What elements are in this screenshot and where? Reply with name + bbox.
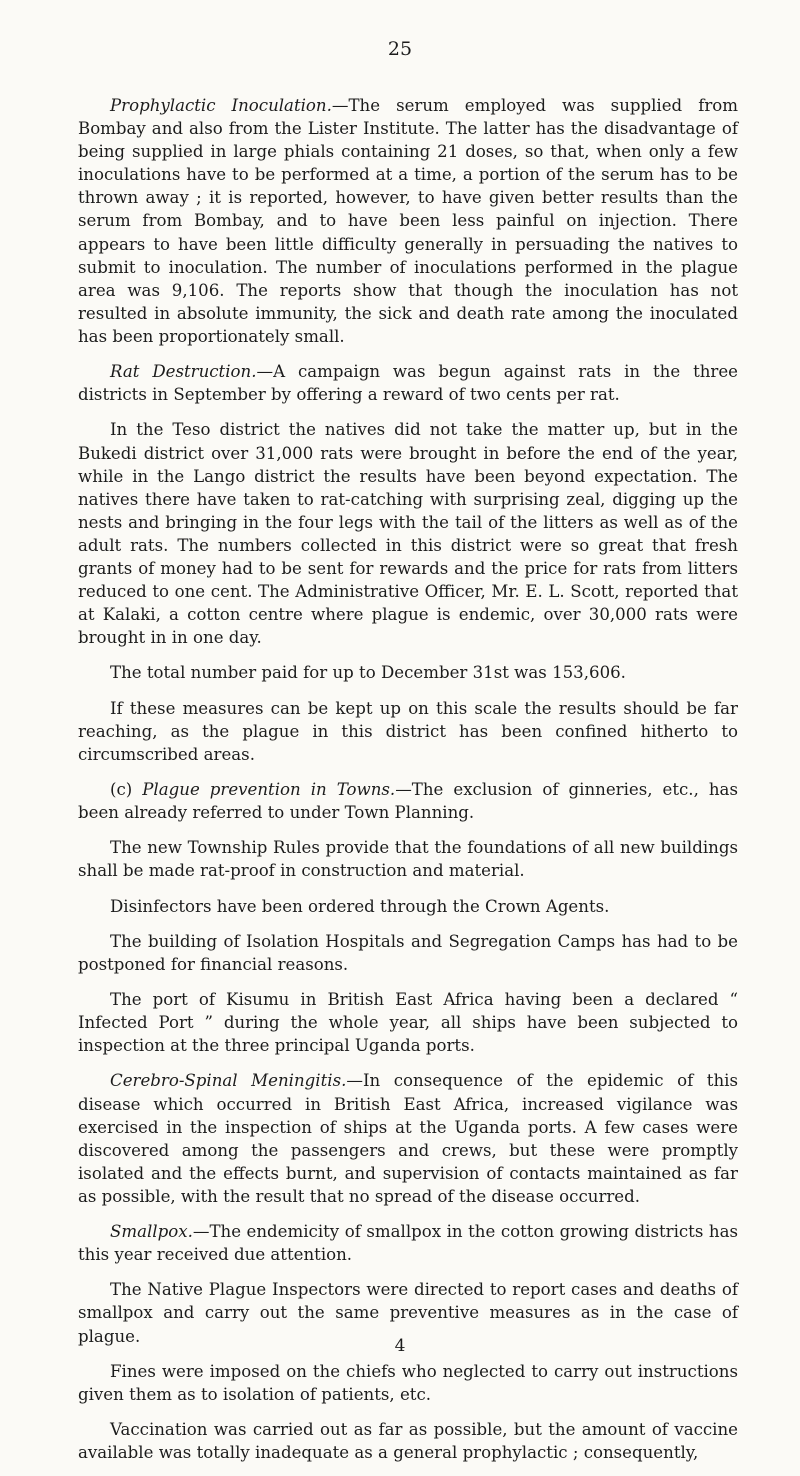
- paragraph-text: —A campaign was begun against rats in the three districts in September by offering a reward of two cents per rat.: [78, 362, 739, 405]
- paragraph-text: The port of Kisumu in British East Africa having been a declared “ Infected Port ” during the whole year, all ships have been subjected to inspection at the three principal Uganda ports.: [78, 990, 738, 1056]
- paragraph-text: The new Township Rules provide that the foundations of all new buildings shall be made rat-proof in construction and material.: [78, 838, 738, 881]
- page-number: 25: [387, 38, 413, 60]
- paragraph-text: Disinfectors have been ordered through the Crown Agents.: [110, 896, 610, 916]
- paragraph-disinfectors: [78, 895, 738, 918]
- section-heading: Plague prevention in Towns.: [142, 780, 396, 799]
- paragraph-text: If these measures can be kept up on this scale the results should be far reaching, as the plague in this district has been confined hitherto to circumscribed areas.: [78, 698, 738, 764]
- signature-mark: 4: [394, 1336, 406, 1356]
- paragraph-text: Vaccination was carried out as far as possible, but the amount of vaccine available was totally inadequate as a general prophylactic ; consequently,: [78, 1420, 738, 1463]
- paragraph-township-rules: [78, 836, 738, 882]
- paragraph-isolation-hospitals: [78, 930, 738, 976]
- paragraph-prophylactic-inoculation: [78, 94, 738, 348]
- section-heading: Prophylactic Inoculation.: [110, 96, 332, 115]
- paragraph-text: The Native Plague Inspectors were directed to report cases and deaths of smallpox and carry out the same preventive measures as in the case of plague.: [78, 1280, 738, 1346]
- section-heading: Smallpox.: [110, 1222, 193, 1242]
- paragraph-text: In the Teso district the natives did not take the matter up, but in the Bukedi district over 31,000 rats were brought in before the end of the year, while in the Lango district the results have been beyond expectation. The natives there have taken to rat-catching with surprising zeal, digging up the nests and bringing in the four legs with the tail of the litters as well as of the adult rats. The numbers collected in this district were so great that fresh grants of money had to be sent for rewards and the price for rats from litters reduced to one cent. The Administrative Officer, Mr. E. L. Scott, reported that at Kalaki, a cotton centre where plague is endemic, over 30,000 rats were brought in in one day.: [78, 420, 738, 648]
- paragraph-cerebro-spinal-meningitis: [78, 1069, 738, 1208]
- section-prefix: (c): [110, 780, 143, 799]
- paragraph-smallpox: [78, 1220, 738, 1266]
- paragraph-text: Fines were imposed on the chiefs who neglected to carry out instructions given them as to isolation of patients, etc.: [78, 1361, 738, 1404]
- paragraph-text: —The endemicity of smallpox in the cotton growing districts has this year received due attention.: [78, 1222, 738, 1265]
- paragraph-port-kisumu: [78, 988, 738, 1057]
- section-heading: Rat Destruction.: [110, 362, 257, 382]
- paragraph-text: —In consequence of the epidemic of this disease which occurred in British East Africa, increased vigilance was exercised in the inspection of ships at the Uganda ports. A few cases were discovered among the passengers and crews, but these were promptly isolated and the effects burnt, and supervision of contacts maintained as far as possible, with the result that no spread of the disease occurred.: [78, 1071, 738, 1206]
- paragraph-plague-prevention-towns: [78, 778, 738, 824]
- body-text: [78, 94, 738, 1476]
- paragraph-text: —The exclusion of ginneries, etc., has been already referred to under Town Planning.: [78, 780, 738, 823]
- paragraph-fines: [78, 1360, 738, 1406]
- paragraph-total-paid: [78, 661, 738, 684]
- paragraph-rat-destruction: [78, 360, 738, 406]
- paragraph-measures-scale: [78, 697, 738, 766]
- paragraph-teso-bukedi-lango: [78, 418, 738, 649]
- paragraph-text: The total number paid for up to December 31st was 153,606.: [110, 663, 626, 683]
- section-heading: Cerebro-Spinal Meningitis.: [110, 1071, 347, 1091]
- paragraph-vaccination: [78, 1418, 738, 1464]
- paragraph-text: —The serum employed was supplied from Bombay and also from the Lister Institute. The latter has the disadvantage of being supplied in large phials containing 21 doses, so that, when only a few inoculations have to be performed at a time, a portion of the serum has to be thrown away ; it is reported, however, to have given better results than the serum from Bombay, and to have been less painful on injection. There appears to have been little difficulty generally in persuading the natives to submit to inoculation. The number of inoculations performed in the plague area was 9,106. The reports show that though the inoculation has not resulted in absolute immunity, the sick and death rate among the inoculated has been proportionately small.: [78, 96, 738, 346]
- paragraph-text: The building of Isolation Hospitals and Segregation Camps has had to be postponed for financial reasons.: [78, 931, 738, 974]
